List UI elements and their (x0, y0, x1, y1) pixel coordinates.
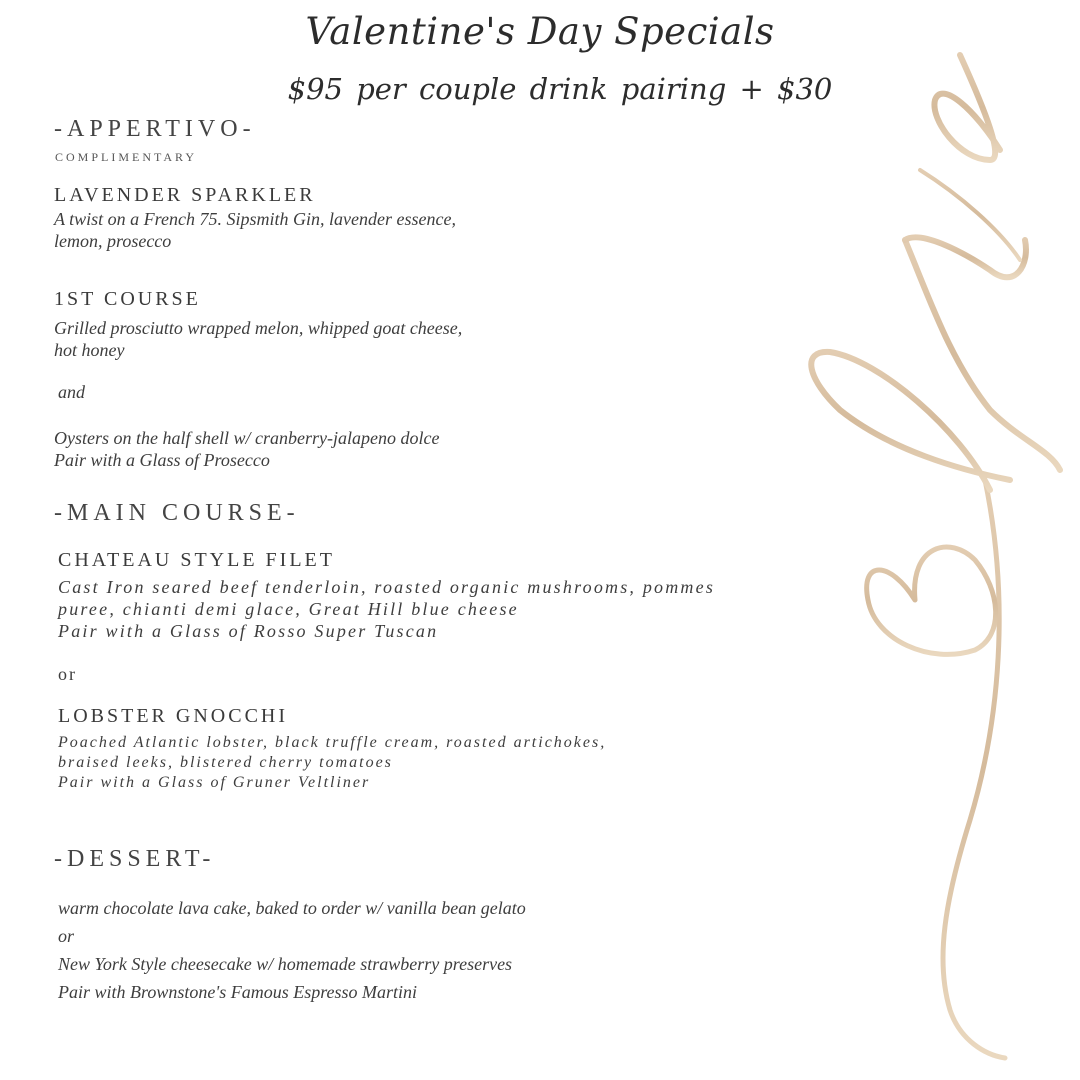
lavender-sparkler-desc-1: A twist on a French 75. Sipsmith Gin, lavender essence, (54, 209, 456, 229)
main-course-connector: or (58, 664, 77, 684)
dessert-line-2: New York Style cheesecake w/ homemade strawberry preserves (58, 954, 513, 974)
appertivo-heading: -APPERTIVO- (54, 116, 256, 142)
menu-title: Valentine's Day Specials (305, 10, 775, 53)
dessert-line-1: warm chocolate lava cake, baked to order w/ vanilla bean gelato (58, 898, 526, 918)
first-course-option2-line1: Oysters on the half shell w/ cranberry-jalapeno dolce (54, 428, 440, 448)
first-course-heading: 1ST COURSE (54, 288, 201, 310)
chateau-filet-title: CHATEAU STYLE FILET (58, 549, 335, 571)
dessert-connector: or (58, 926, 75, 946)
lavender-sparkler-title: LAVENDER SPARKLER (54, 184, 316, 206)
lobster-gnocchi-desc-1: Poached Atlantic lobster, black truffle cream, roasted artichokes, (58, 734, 607, 751)
love-script-icon (800, 40, 1070, 1070)
first-course-option2-line2: Pair with a Glass of Prosecco (54, 450, 270, 470)
lavender-sparkler-desc-2: lemon, prosecco (54, 231, 172, 251)
dessert-pairing: Pair with Brownstone's Famous Espresso Martini (58, 982, 418, 1002)
chateau-filet-desc-2: puree, chianti demi glace, Great Hill blue cheese (58, 599, 519, 619)
chateau-filet-pairing: Pair with a Glass of Rosso Super Tuscan (58, 621, 439, 641)
pricing-line: $95 per couple drink pairing + $30 (287, 72, 833, 106)
main-course-heading: -MAIN COURSE- (54, 500, 300, 526)
complimentary-note: COMPLIMENTARY (55, 150, 198, 164)
lobster-gnocchi-pairing: Pair with a Glass of Gruner Veltliner (58, 774, 371, 791)
dessert-heading: -DESSERT- (54, 846, 216, 872)
first-course-option1-line2: hot honey (54, 340, 125, 360)
chateau-filet-desc-1: Cast Iron seared beef tenderloin, roasted organic mushrooms, pommes (58, 577, 716, 597)
lobster-gnocchi-desc-2: braised leeks, blistered cherry tomatoes (58, 754, 393, 771)
first-course-option1-line1: Grilled prosciutto wrapped melon, whipped goat cheese, (54, 318, 463, 338)
first-course-connector: and (58, 382, 85, 402)
lobster-gnocchi-title: LOBSTER GNOCCHI (58, 705, 289, 727)
